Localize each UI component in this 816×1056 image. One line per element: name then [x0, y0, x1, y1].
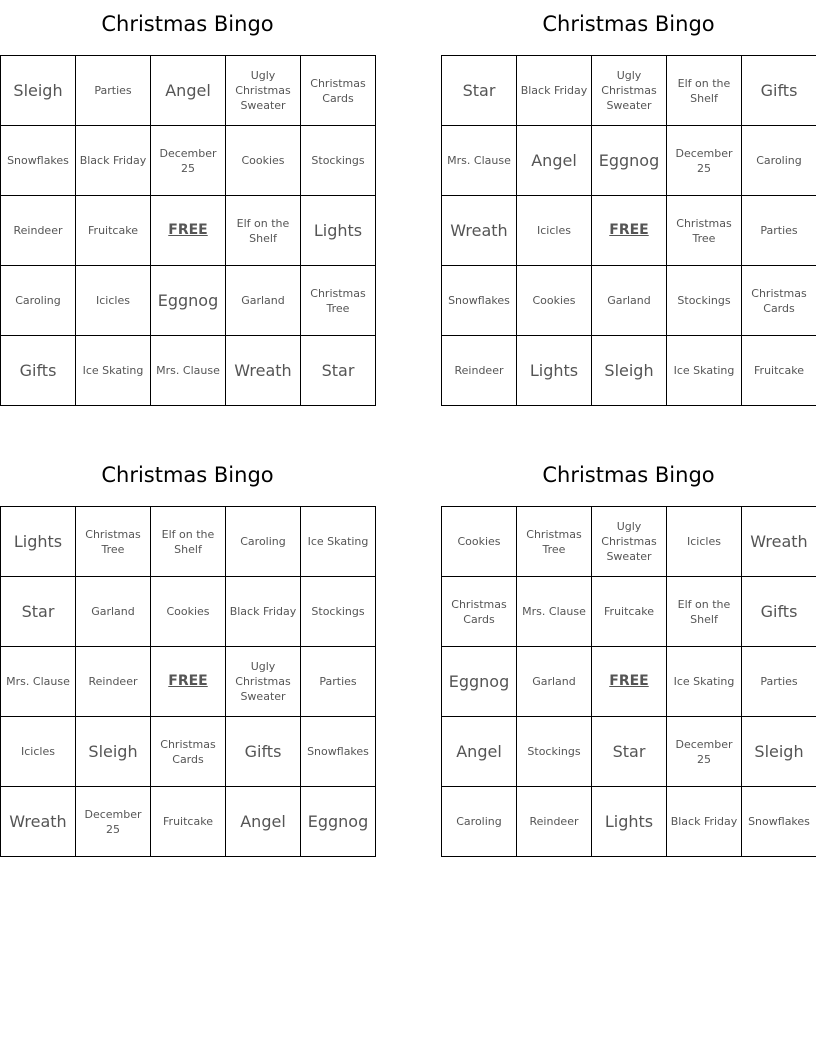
bingo-cell: Garland: [592, 266, 667, 336]
free-space: FREE: [592, 196, 667, 266]
card-title: Christmas Bingo: [101, 463, 274, 487]
bingo-cell: Garland: [76, 577, 151, 647]
bingo-cell: Eggnog: [301, 787, 376, 857]
bingo-cell: Reindeer: [76, 647, 151, 717]
bingo-cell: Caroling: [742, 126, 816, 196]
bingo-row: [442, 717, 816, 787]
bingo-row: [1, 647, 376, 717]
bingo-cell: Angel: [517, 126, 592, 196]
bingo-cell: Black Friday: [667, 787, 742, 857]
bingo-cell: Cookies: [442, 507, 517, 577]
bingo-cell: Gifts: [742, 577, 816, 647]
bingo-cell: Angel: [442, 717, 517, 787]
bingo-cell: Stockings: [517, 717, 592, 787]
bingo-cell: Star: [592, 717, 667, 787]
bingo-cell: Snowflakes: [301, 717, 376, 787]
bingo-row: [1, 196, 376, 266]
card-title: Christmas Bingo: [542, 12, 715, 36]
bingo-row: [442, 787, 816, 857]
bingo-cell: Elf on the Shelf: [667, 577, 742, 647]
bingo-cell: Parties: [742, 647, 816, 717]
bingo-cell: Sleigh: [76, 717, 151, 787]
bingo-cell: Angel: [226, 787, 301, 857]
free-space: FREE: [151, 647, 226, 717]
bingo-cell: Fruitcake: [151, 787, 226, 857]
bingo-row: [1, 56, 376, 126]
bingo-row: [1, 126, 376, 196]
bingo-cell: Sleigh: [742, 717, 816, 787]
bingo-cell: Christmas Tree: [76, 507, 151, 577]
bingo-cell: Ugly Christmas Sweater: [592, 56, 667, 126]
bingo-cell: Wreath: [226, 336, 301, 406]
bingo-cell: Caroling: [1, 266, 76, 336]
bingo-cell: Mrs. Clause: [517, 577, 592, 647]
bingo-cell: Black Friday: [517, 56, 592, 126]
bingo-cell: Eggnog: [592, 126, 667, 196]
bingo-cell: Snowflakes: [442, 266, 517, 336]
bingo-row: [1, 336, 376, 406]
bingo-cell: Stockings: [667, 266, 742, 336]
card-title: Christmas Bingo: [101, 12, 274, 36]
bingo-cell: Caroling: [226, 507, 301, 577]
bingo-row: [442, 647, 816, 717]
bingo-cell: Cookies: [517, 266, 592, 336]
bingo-cell: Snowflakes: [742, 787, 816, 857]
bingo-cell: Ice Skating: [301, 507, 376, 577]
bingo-cell: Christmas Cards: [742, 266, 816, 336]
bingo-cell: Christmas Cards: [301, 56, 376, 126]
bingo-cell: Elf on the Shelf: [151, 507, 226, 577]
bingo-row: [442, 56, 816, 126]
bingo-cell: Star: [442, 56, 517, 126]
bingo-cell: Ugly Christmas Sweater: [226, 56, 301, 126]
bingo-cell: December 25: [667, 717, 742, 787]
bingo-grid: [0, 506, 376, 857]
bingo-cell: December 25: [667, 126, 742, 196]
bingo-cell: Icicles: [667, 507, 742, 577]
bingo-cell: Cookies: [226, 126, 301, 196]
bingo-cell: Stockings: [301, 577, 376, 647]
bingo-cell: Sleigh: [592, 336, 667, 406]
bingo-cell: Fruitcake: [592, 577, 667, 647]
bingo-row: [442, 577, 816, 647]
bingo-cell: Eggnog: [442, 647, 517, 717]
bingo-cell: Mrs. Clause: [442, 126, 517, 196]
bingo-cell: Ice Skating: [667, 647, 742, 717]
bingo-cell: Lights: [517, 336, 592, 406]
bingo-cell: Caroling: [442, 787, 517, 857]
bingo-row: [442, 507, 816, 577]
bingo-cell: Garland: [226, 266, 301, 336]
bingo-cell: Parties: [742, 196, 816, 266]
bingo-cell: Cookies: [151, 577, 226, 647]
bingo-cell: Wreath: [742, 507, 816, 577]
bingo-grid: [441, 55, 816, 406]
bingo-cell: Parties: [76, 56, 151, 126]
bingo-cell: Star: [1, 577, 76, 647]
bingo-cell: Wreath: [442, 196, 517, 266]
card-title: Christmas Bingo: [542, 463, 715, 487]
bingo-cell: Christmas Tree: [301, 266, 376, 336]
bingo-row: [1, 717, 376, 787]
bingo-cell: Lights: [301, 196, 376, 266]
bingo-cell: Reindeer: [517, 787, 592, 857]
free-space: FREE: [592, 647, 667, 717]
bingo-cell: Lights: [1, 507, 76, 577]
bingo-cell: Eggnog: [151, 266, 226, 336]
bingo-cell: Ice Skating: [667, 336, 742, 406]
bingo-cell: Reindeer: [442, 336, 517, 406]
bingo-cell: Elf on the Shelf: [226, 196, 301, 266]
bingo-cell: Gifts: [742, 56, 816, 126]
bingo-cell: Lights: [592, 787, 667, 857]
bingo-cell: Wreath: [1, 787, 76, 857]
bingo-cell: December 25: [76, 787, 151, 857]
bingo-row: [442, 126, 816, 196]
bingo-cell: Gifts: [1, 336, 76, 406]
bingo-cell: Icicles: [517, 196, 592, 266]
bingo-cell: Snowflakes: [1, 126, 76, 196]
bingo-row: [442, 196, 816, 266]
bingo-cell: Black Friday: [226, 577, 301, 647]
bingo-cell: Reindeer: [1, 196, 76, 266]
bingo-row: [1, 787, 376, 857]
bingo-row: [1, 507, 376, 577]
bingo-cell: Icicles: [1, 717, 76, 787]
bingo-cell: Christmas Cards: [442, 577, 517, 647]
bingo-cell: Fruitcake: [76, 196, 151, 266]
bingo-cell: Fruitcake: [742, 336, 816, 406]
bingo-cell: Parties: [301, 647, 376, 717]
bingo-cell: Black Friday: [76, 126, 151, 196]
bingo-cell: Christmas Tree: [517, 507, 592, 577]
bingo-row: [1, 577, 376, 647]
bingo-cell: Mrs. Clause: [1, 647, 76, 717]
bingo-cell: Ice Skating: [76, 336, 151, 406]
bingo-cell: Elf on the Shelf: [667, 56, 742, 126]
bingo-cell: Christmas Tree: [667, 196, 742, 266]
bingo-cell: December 25: [151, 126, 226, 196]
bingo-row: [1, 266, 376, 336]
bingo-cell: Sleigh: [1, 56, 76, 126]
bingo-cell: Ugly Christmas Sweater: [226, 647, 301, 717]
bingo-row: [442, 266, 816, 336]
free-space: FREE: [151, 196, 226, 266]
bingo-cell: Angel: [151, 56, 226, 126]
bingo-cell: Gifts: [226, 717, 301, 787]
bingo-cell: Ugly Christmas Sweater: [592, 507, 667, 577]
bingo-grid: [0, 55, 376, 406]
bingo-cell: Garland: [517, 647, 592, 717]
bingo-cell: Christmas Cards: [151, 717, 226, 787]
bingo-grid: [441, 506, 816, 857]
bingo-cell: Mrs. Clause: [151, 336, 226, 406]
bingo-cell: Star: [301, 336, 376, 406]
bingo-cell: Stockings: [301, 126, 376, 196]
bingo-cell: Icicles: [76, 266, 151, 336]
bingo-row: [442, 336, 816, 406]
